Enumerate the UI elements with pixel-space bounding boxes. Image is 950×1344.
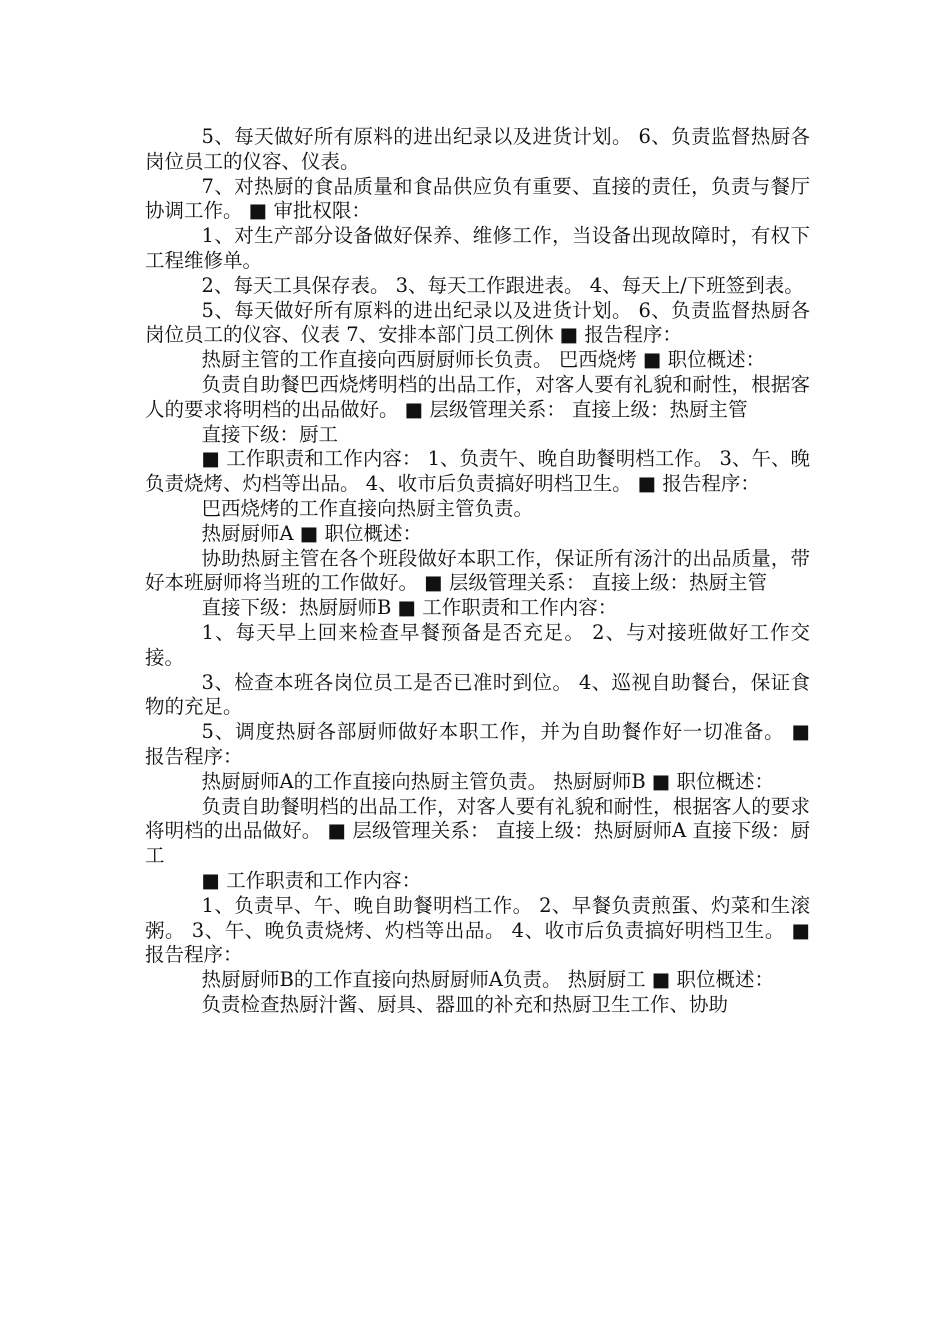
paragraph: 5、每天做好所有原料的进出纪录以及进货计划。 6、负责监督热厨各岗位员工的仪容、仪表。 [145,125,810,173]
paragraph: 1、每天早上回来检查早餐预备是否充足。 2、与对接班做好工作交接。 [145,620,810,669]
paragraph: 3、检查本班各岗位员工是否已准时到位。 4、巡视自助餐台，保证食物的充足。 [145,670,810,719]
paragraph: 协助热厨主管在各个班段做好本职工作，保证所有汤汁的出品质量，带好本班厨师将当班的工作做好。 ■ 层级管理关系： 直接上级：热厨主管 [145,546,810,595]
paragraph: 1、负责早、午、晚自助餐明档工作。 2、早餐负责煎蛋、灼菜和生滚粥。 3、午、晚负责烧烤、灼档等出品。 4、收市后负责搞好明档卫生。 ■ 报告程序： [145,893,810,967]
paragraph: 负责检查热厨汁酱、厨具、器皿的补充和热厨卫生工作、协助 [201,992,729,1016]
body-text [145,125,810,1018]
paragraph: 热厨主管的工作直接向西厨厨师长负责。 巴西烧烤 ■ 职位概述： [201,348,766,372]
paragraph: ■ 工作职责和工作内容： [201,868,422,892]
paragraph: 巴西烧烤的工作直接向热厨主管负责。 [201,496,534,520]
paragraph: 热厨厨师A的工作直接向热厨主管负责。 热厨厨师B ■ 职位概述： [201,769,774,793]
paragraph: ■ 工作职责和工作内容： 1、负责午、晚自助餐明档工作。 3、午、晚负责烧烤、灼档等出品。 4、收市后负责搞好明档卫生。 ■ 报告程序： [145,447,810,496]
paragraph: 5、调度热厨各部厨师做好本职工作，并为自助餐作好一切准备。 ■ 报告程序： [145,720,810,768]
paragraph: 热厨厨师B的工作直接向热厨厨师A负责。 热厨厨工 ■ 职位概述： [201,968,774,992]
paragraph: 1、对生产部分设备做好保养、维修工作，当设备出现故障时，有权下工程维修单。 [145,224,810,272]
paragraph: 负责自助餐明档的出品工作，对客人要有礼貌和耐性，根据客人的要求将明档的出品做好。 ■ 层级管理关系： 直接上级：热厨厨师A 直接下级：厨工 [145,794,810,868]
paragraph: 负责自助餐巴西烧烤明档的出品工作，对客人要有礼貌和耐性，根据客人的要求将明档的出品做好。 ■ 层级管理关系： 直接上级：热厨主管 [145,372,810,421]
paragraph: 5、每天做好所有原料的进出纪录以及进货计划。 6、负责监督热厨各岗位员工的仪容、仪表 7、安排本部门员工例休 ■ 报告程序： [145,298,810,347]
paragraph: 7、对热厨的食品质量和食品供应负有重要、直接的责任，负责与餐厅协调工作。 ■ 审批权限： [145,174,810,223]
paragraph: 热厨厨师A ■ 职位概述： [201,521,422,545]
paragraph: 直接下级：厨工 [201,422,339,446]
paragraph: 直接下级：热厨厨师B ■ 工作职责和工作内容： [201,596,618,620]
paragraph: 2、每天工具保存表。 3、每天工作跟进表。 4、每天上/下班签到表。 [201,273,804,297]
